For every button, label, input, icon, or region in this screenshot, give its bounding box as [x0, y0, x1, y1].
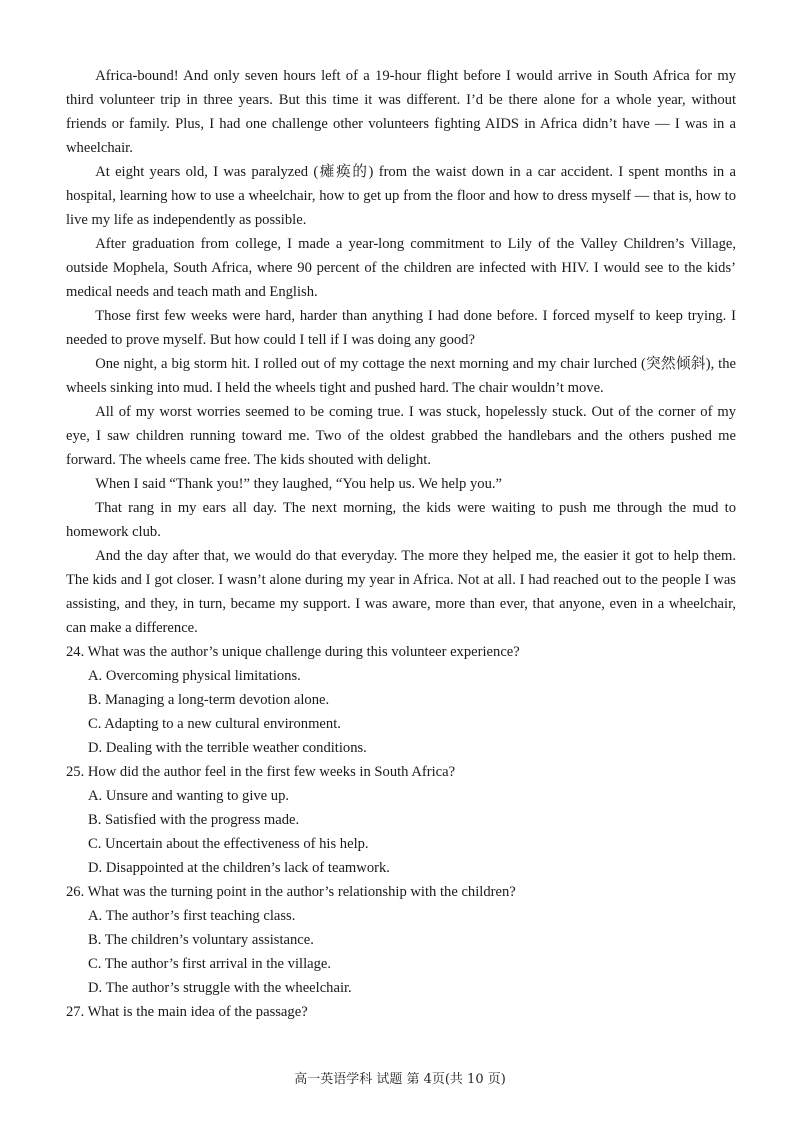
passage-paragraph-8: That rang in my ears all day. The next morning, the kids were waiting to push me through the mud to homework club. [66, 500, 736, 540]
option-d: D. The author’s struggle with the wheelchair. [88, 980, 352, 996]
passage-paragraph-2: At eight years old, I was paralyzed (瘫痪的) from the waist down in a car accident. I spent months in a hospital, learning how to use a wheelchair, how to get up from the floor and how to dress myself — that is, how to live my life as independently as possible. [66, 164, 736, 228]
question-list [66, 640, 736, 1024]
option-a: A. Overcoming physical limitations. [88, 668, 301, 684]
option-c: C. Adapting to a new cultural environment. [88, 716, 341, 732]
question-27 [66, 1000, 736, 1024]
passage-paragraph-4: Those first few weeks were hard, harder than anything I had done before. I forced myself to keep trying. I needed to prove myself. But how could I tell if I was doing any good? [66, 308, 736, 348]
option-b: B. The children’s voluntary assistance. [88, 932, 314, 948]
question-stem: 27. What is the main idea of the passage? [66, 1004, 308, 1020]
option-c: C. The author’s first arrival in the village. [88, 956, 332, 972]
option-d: D. Disappointed at the children’s lack of teamwork. [88, 860, 390, 876]
exam-page [66, 64, 736, 1024]
question-26 [66, 880, 736, 1000]
passage-paragraph-9: And the day after that, we would do that everyday. The more they helped me, the easier it got to help them. The kids and I got closer. I wasn’t alone during my year in Africa. Not at all. I had reached out to the people I was assisting, and they, in turn, became my support. I was aware, more than ever, that anyone, even in a wheelchair, can make a difference. [66, 548, 736, 636]
passage-paragraph-7: When I said “Thank you!” they laughed, “You help us. We help you.” [95, 476, 503, 492]
option-d: D. Dealing with the terrible weather conditions. [88, 740, 367, 756]
option-c: C. Uncertain about the effectiveness of his help. [88, 836, 369, 852]
passage-paragraph-1: Africa-bound! And only seven hours left of a 19-hour flight before I would arrive in South Africa for my third volunteer trip in three years. But this time it was different. I’d be there alone for a whole year, without friends or family. Plus, I had one challenge other volunteers fighting AIDS in Africa didn’t have — I was in a wheelchair. [66, 68, 736, 156]
question-stem: 25. How did the author feel in the first few weeks in South Africa? [66, 764, 456, 780]
option-a: A. The author’s first teaching class. [88, 908, 296, 924]
question-25 [66, 760, 736, 880]
reading-passage [66, 64, 736, 640]
question-stem: 24. What was the author’s unique challenge during this volunteer experience? [66, 644, 520, 660]
option-b: B. Managing a long-term devotion alone. [88, 692, 330, 708]
page-footer: 高一英语学科 试题 第 4页(共 10 页) [294, 1072, 506, 1087]
passage-paragraph-6: All of my worst worries seemed to be coming true. I was stuck, hopelessly stuck. Out of the corner of my eye, I saw children running toward me. Two of the oldest grabbed the handlebars and the others pushed me forward. The wheels came free. The kids shouted with delight. [66, 404, 736, 468]
passage-paragraph-3: After graduation from college, I made a year-long commitment to Lily of the Valley Children’s Village, outside Mophela, South Africa, where 90 percent of the children are infected with HIV. I would see to the kids’ medical needs and teach math and English. [66, 236, 736, 300]
passage-paragraph-5: One night, a big storm hit. I rolled out of my cottage the next morning and my chair lurched (突然倾斜), the wheels sinking into mud. I held the wheels tight and pushed hard. The chair wouldn’t move. [66, 356, 736, 396]
question-24 [66, 640, 736, 760]
option-b: B. Satisfied with the progress made. [88, 812, 300, 828]
question-stem: 26. What was the turning point in the author’s relationship with the children? [66, 884, 516, 900]
option-a: A. Unsure and wanting to give up. [88, 788, 290, 804]
